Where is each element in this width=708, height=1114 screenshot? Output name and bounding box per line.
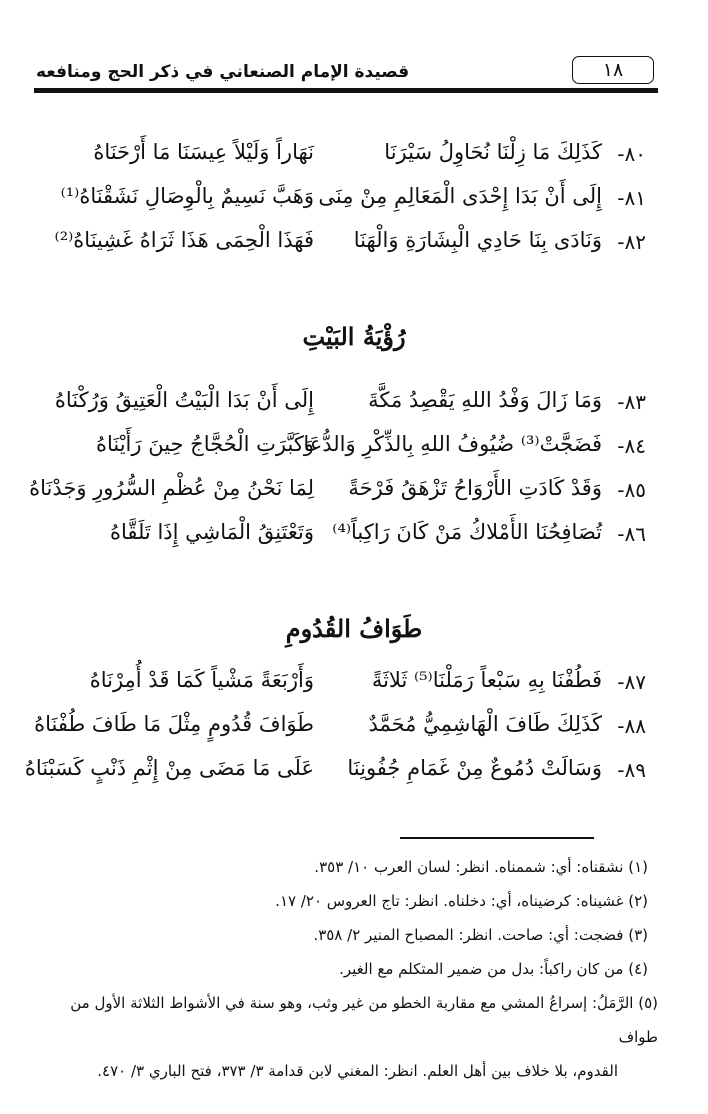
verse-number: ٨٢-	[617, 230, 646, 254]
footnote-5-continued: القدوم، بلا خلاف بين أهل العلم. انظر: المغني لابن قدامة ٣/ ٣٧٣، فتح الباري ٣/ ٤٧٠.	[97, 1062, 618, 1080]
verse-80	[0, 136, 708, 180]
verse-number: ٨٩-	[617, 758, 646, 782]
verse-84	[0, 428, 708, 472]
first-hemistich: وَسَالَتْ دُمُوعٌ مِنْ غَمَامِ جُفُونِنَا	[347, 756, 602, 780]
verse-87	[0, 664, 708, 708]
first-hemistich: وَقَدْ كَادَتِ الأَرْوَاحُ تَزْهَقُ فَرْحَةً	[348, 476, 602, 500]
verse-group-3	[0, 664, 708, 796]
second-hemistich: إِلَى أَنْ بَدَا الْبَيْتُ الْعَتِيقُ وَرُكْنَاهُ	[54, 388, 314, 412]
second-hemistich: طَوَافَ قُدُومٍ مِثْلَ مَا طَافَ طُفْنَاهُ	[34, 712, 314, 736]
verse-81	[0, 180, 708, 224]
footnote-5: (٥) الرَّمَلُ: إسراعُ المشي مع مقاربة الخطو من غير وثب، وهو سنة في الأشواط الثلاثة الأول من طواف	[70, 994, 658, 1046]
second-hemistich: فَهَذَا الْحِمَى هَذَا ثَرَاهُ غَشِينَاهُ⁽²⁾	[54, 228, 314, 252]
footnote-4: (٤) من كان راكباً: بدل من ضمير المتكلم مع الغير.	[339, 960, 648, 978]
second-hemistich: وَكَبَّرَتِ الْحُجَّاجُ حِينَ رَأَيْنَاهُ	[95, 432, 314, 456]
footnotes	[48, 850, 658, 1088]
second-hemistich: عَلَى مَا مَضَى مِنْ إِثْمِ ذَنْبٍ كَسَبْنَاهُ	[24, 756, 314, 780]
first-hemistich: إِلَى أَنْ بَدَا إِحْدَى الْمَعَالِمِ مِنْ مِنَى	[318, 184, 602, 208]
footnote-1: (١) نشقناه: أي: شممناه. انظر: لسان العرب ١٠/ ٣٥٣.	[314, 858, 648, 876]
verse-group-2	[0, 384, 708, 560]
running-header-title: قصيدة الإمام الصنعاني في ذكر الحج ومنافعه	[36, 62, 410, 82]
first-hemistich: فَضَجَّتْ⁽³⁾ ضُيُوفُ اللهِ بِالذِّكْرِ وَالدُّعَا	[303, 432, 602, 456]
verse-number: ٨٧-	[617, 670, 646, 694]
first-hemistich: فَطُفْنَا بِهِ سَبْعاً رَمَلْنَا⁽⁵⁾ ثَلاثَةً	[371, 668, 602, 692]
footnote-3: (٣) فضجت: أي: صاحت. انظر: المصباح المنير ٢/ ٣٥٨.	[313, 926, 648, 944]
verse-82	[0, 224, 708, 268]
verse-number: ٨٨-	[617, 714, 646, 738]
first-hemistich: كَذَلِكَ مَا زِلْنَا نُحَاوِلُ سَيْرَنَا	[384, 140, 602, 164]
verse-number: ٨٦-	[617, 522, 646, 546]
second-hemistich: لِمَا نَحْنُ مِنْ عُظْمِ السُّرُورِ وَجَدْنَاهُ	[29, 476, 314, 500]
verse-83	[0, 384, 708, 428]
verse-85	[0, 472, 708, 516]
page-number: ١٨	[572, 56, 654, 84]
verse-86	[0, 516, 708, 560]
footnote-2: (٢) غشيناه: كرضيناه، أي: دخلناه. انظر: تاج العروس ٢٠/ ١٧.	[275, 892, 648, 910]
first-hemistich: كَذَلِكَ طَافَ الْهَاشِمِيُّ مُحَمَّدٌ	[368, 712, 602, 736]
footnote-separator	[400, 837, 594, 839]
second-hemistich: وَأَرْبَعَةً مَشْياً كَمَا قَدْ أُمِرْنَاهُ	[89, 668, 314, 692]
verse-number: ٨٠-	[617, 142, 646, 166]
verse-number: ٨٤-	[617, 434, 646, 458]
verse-88	[0, 708, 708, 752]
header-rule	[34, 88, 658, 93]
first-hemistich: وَمَا زَالَ وَفْدُ اللهِ يَقْصِدُ مَكَّةَ	[368, 388, 602, 412]
first-hemistich: وَنَادَى بِنَا حَادِي الْبِشَارَةِ وَالْهَنَا	[353, 228, 602, 252]
section-title-arrival-circumambulation: طَوَافُ القُدُومِ	[285, 614, 423, 643]
second-hemistich: نَهَاراً وَلَيْلاً عِيسَنَا مَا أَرْحَنَاهُ	[93, 140, 314, 164]
second-hemistich: وَتَعْتَنِقُ الْمَاشِي إِذَا تَلَقَّاهُ	[109, 520, 314, 544]
verse-group-1	[0, 136, 708, 268]
second-hemistich: وَهَبَّ نَسِيمٌ بِالْوِصَالِ نَشَقْنَاهُ⁽¹⁾	[60, 184, 314, 208]
verse-89	[0, 752, 708, 796]
verse-number: ٨٥-	[617, 478, 646, 502]
verse-number: ٨١-	[617, 186, 646, 210]
section-title-seeing-the-house: رُؤْيَةُ البَيْتِ	[302, 322, 406, 351]
verse-number: ٨٣-	[617, 390, 646, 414]
first-hemistich: تُصَافِحُنَا الأَمْلاكُ مَنْ كَانَ رَاكِباً⁽⁴⁾	[332, 520, 602, 544]
